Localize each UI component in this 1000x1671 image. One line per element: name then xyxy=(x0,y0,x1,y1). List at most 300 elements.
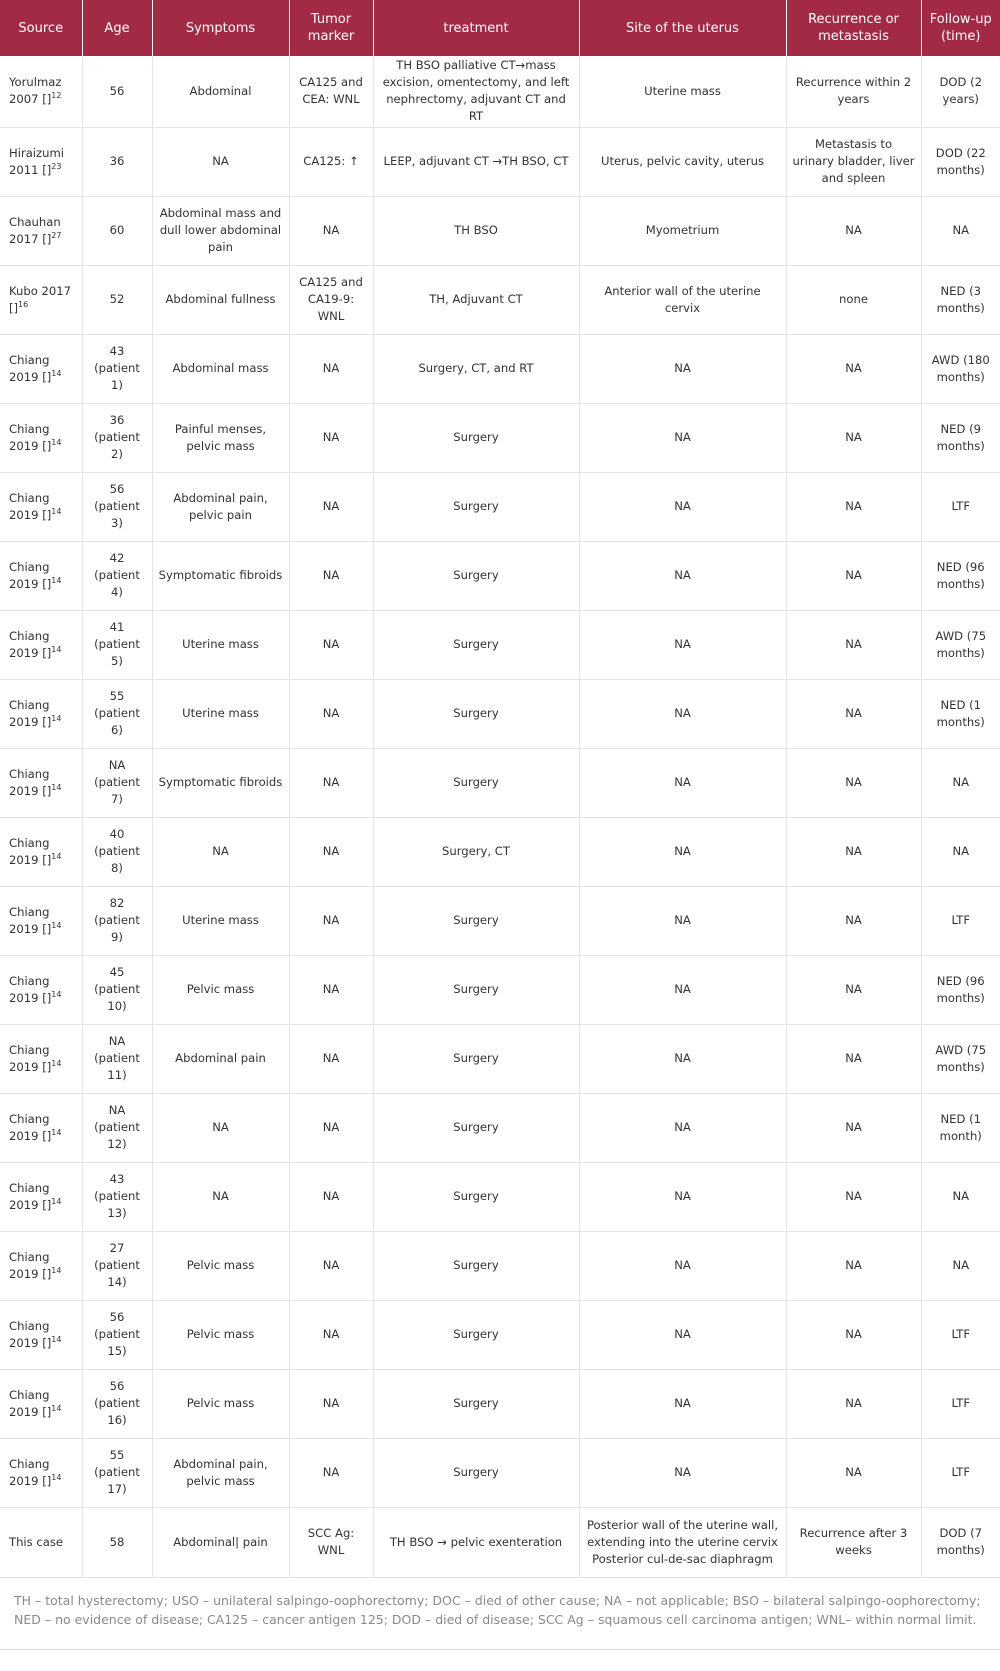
table-row xyxy=(0,679,1000,748)
cell-symptoms-text: Pelvic mass xyxy=(186,982,255,996)
cell-treatment-text: Surgery xyxy=(453,1465,499,1479)
cell-site-text: NA xyxy=(674,706,691,720)
cell-site xyxy=(579,1438,786,1507)
cell-age-text: 36 xyxy=(109,154,125,168)
cell-source-text: Chiang 2019 [] xyxy=(9,559,52,591)
cell-tumor-marker-text: NA xyxy=(322,913,340,927)
reference-number[interactable]: 14 xyxy=(51,644,62,654)
cell-age-text: 43 (patient 1) xyxy=(94,344,140,392)
cell-source xyxy=(0,817,82,886)
cell-tumor-marker-text: NA xyxy=(322,1051,340,1065)
cell-follow-up xyxy=(921,886,1000,955)
cell-source-text: Chiang 2019 [] xyxy=(9,835,52,867)
cell-age xyxy=(82,748,152,817)
cell-symptoms xyxy=(152,1024,289,1093)
table-row xyxy=(0,955,1000,1024)
reference-number[interactable]: 14 xyxy=(51,713,62,723)
cell-site-text: NA xyxy=(674,1189,691,1203)
cell-site-text: NA xyxy=(674,844,691,858)
cell-recurrence-text: NA xyxy=(845,568,862,582)
table-row xyxy=(0,334,1000,403)
cell-follow-up xyxy=(921,196,1000,265)
cell-source-text: Chiang 2019 [] xyxy=(9,697,52,729)
cell-tumor-marker xyxy=(289,610,373,679)
cell-tumor-marker xyxy=(289,1162,373,1231)
cell-follow-up xyxy=(921,1300,1000,1369)
cell-source-text: Yorulmaz 2007 [] xyxy=(9,75,62,107)
cell-follow-up-text: NA xyxy=(952,1189,970,1203)
cell-age xyxy=(82,610,152,679)
cell-tumor-marker-text: NA xyxy=(322,1189,340,1203)
cell-site-text: Posterior wall of the uterine wall, extending into the uterine cervix Posterior cul-de-sac diaphragm xyxy=(586,1517,779,1566)
table-row xyxy=(0,472,1000,541)
table-row xyxy=(0,196,1000,265)
reference-number[interactable]: 14 xyxy=(51,1127,62,1137)
cell-site-text: NA xyxy=(674,1396,691,1410)
cell-recurrence xyxy=(786,1438,921,1507)
cell-treatment xyxy=(373,679,579,748)
cell-follow-up xyxy=(921,748,1000,817)
cell-treatment xyxy=(373,334,579,403)
cell-source xyxy=(0,56,82,127)
cell-source xyxy=(0,265,82,334)
reference-number[interactable]: 14 xyxy=(51,1334,62,1344)
cell-site xyxy=(579,1162,786,1231)
cell-recurrence xyxy=(786,196,921,265)
table-row xyxy=(0,1162,1000,1231)
cell-tumor-marker-text: NA xyxy=(322,637,340,651)
cell-site xyxy=(579,1093,786,1162)
cell-treatment-text: Surgery xyxy=(453,1189,499,1203)
table-row xyxy=(0,1438,1000,1507)
reference-number[interactable]: 16 xyxy=(18,299,29,309)
cell-follow-up-text: NA xyxy=(952,844,970,858)
cell-tumor-marker xyxy=(289,1231,373,1300)
cell-follow-up-text: AWD (180 months) xyxy=(931,352,990,384)
table-footnote: TH – total hysterectomy; USO – unilateral salpingo-oophorectomy; DOC – died of other cause; NA – not applicable; BSO – bilateral salpingo-oophorectomy; NED – no evidence of disease; CA125 – cancer antigen 125; DOD – died of disease; SCC Ag – squamous cell carcinoma antigen; WNL– within normal limit. xyxy=(0,1578,1000,1650)
cell-treatment xyxy=(373,1093,579,1162)
cell-recurrence xyxy=(786,334,921,403)
cell-follow-up xyxy=(921,610,1000,679)
table-row xyxy=(0,541,1000,610)
cell-age-text: NA (patient 7) xyxy=(94,758,140,806)
cell-age xyxy=(82,403,152,472)
cell-symptoms-text: NA xyxy=(212,1120,229,1134)
cell-tumor-marker xyxy=(289,1507,373,1577)
cell-recurrence-text: NA xyxy=(845,775,862,789)
cell-follow-up-text: NED (1 months) xyxy=(936,697,985,729)
reference-number[interactable]: 12 xyxy=(51,91,62,101)
cell-recurrence-text: NA xyxy=(845,706,862,720)
cell-tumor-marker-text: CA125: ↑ xyxy=(303,154,359,168)
cell-recurrence xyxy=(786,1162,921,1231)
cell-source xyxy=(0,748,82,817)
cell-site-text: NA xyxy=(674,982,691,996)
cell-treatment xyxy=(373,1438,579,1507)
cell-age-text: 45 (patient 10) xyxy=(94,965,140,1013)
cell-site-text: NA xyxy=(674,775,691,789)
reference-number[interactable]: 14 xyxy=(51,506,62,516)
cell-tumor-marker xyxy=(289,1093,373,1162)
cell-recurrence-text: NA xyxy=(845,1465,862,1479)
cell-age xyxy=(82,817,152,886)
cell-symptoms xyxy=(152,472,289,541)
cell-tumor-marker xyxy=(289,127,373,196)
table-row xyxy=(0,886,1000,955)
cell-symptoms-text: NA xyxy=(212,154,229,168)
cell-source xyxy=(0,196,82,265)
cell-treatment-text: LEEP, adjuvant CT →TH BSO, CT xyxy=(383,154,569,168)
cell-follow-up xyxy=(921,955,1000,1024)
cell-recurrence-text: NA xyxy=(845,1258,862,1272)
cell-site xyxy=(579,541,786,610)
cell-follow-up-text: NED (96 months) xyxy=(936,973,985,1005)
cell-site-text: Anterior wall of the uterine cervix xyxy=(604,283,761,315)
cell-recurrence xyxy=(786,955,921,1024)
cell-treatment xyxy=(373,1162,579,1231)
cell-site-text: NA xyxy=(674,499,691,513)
reference-number[interactable]: 14 xyxy=(51,1472,62,1482)
cell-follow-up-text: DOD (2 years) xyxy=(939,75,983,107)
table-row xyxy=(0,1300,1000,1369)
cell-symptoms-text: Abdominal xyxy=(189,83,252,98)
cell-tumor-marker xyxy=(289,196,373,265)
cell-tumor-marker xyxy=(289,1300,373,1369)
cell-follow-up-text: NA xyxy=(952,775,970,789)
cell-tumor-marker xyxy=(289,955,373,1024)
cell-follow-up xyxy=(921,1093,1000,1162)
cell-treatment xyxy=(373,403,579,472)
cell-symptoms xyxy=(152,886,289,955)
cell-tumor-marker-text: NA xyxy=(322,1327,340,1341)
cell-recurrence-text: Recurrence after 3 weeks xyxy=(799,1526,908,1557)
cell-recurrence xyxy=(786,679,921,748)
cell-symptoms xyxy=(152,748,289,817)
cell-site xyxy=(579,56,786,127)
cell-recurrence xyxy=(786,541,921,610)
cell-symptoms xyxy=(152,1507,289,1577)
cell-treatment-text: Surgery, CT, and RT xyxy=(418,361,534,375)
cell-treatment-text: Surgery xyxy=(453,913,499,927)
cell-follow-up xyxy=(921,403,1000,472)
cell-symptoms-text: Abdominal pain xyxy=(175,1051,266,1065)
cell-source xyxy=(0,1024,82,1093)
cell-treatment xyxy=(373,265,579,334)
cell-age xyxy=(82,1162,152,1231)
cell-site xyxy=(579,1024,786,1093)
cell-symptoms xyxy=(152,1300,289,1369)
header-symptoms: Symptoms xyxy=(152,0,289,56)
cell-tumor-marker xyxy=(289,748,373,817)
cell-treatment-text: TH BSO palliative CT→mass excision, omentectomy, and left nephrectomy, adjuvant CT and RT xyxy=(382,58,570,124)
cell-treatment xyxy=(373,1300,579,1369)
reference-number[interactable]: 14 xyxy=(51,1058,62,1068)
cell-treatment-text: Surgery xyxy=(453,568,499,582)
cell-source xyxy=(0,1300,82,1369)
cell-source-text: Chiang 2019 [] xyxy=(9,1318,52,1350)
cell-follow-up-text: NED (96 months) xyxy=(936,559,985,591)
cell-follow-up xyxy=(921,472,1000,541)
cell-source xyxy=(0,679,82,748)
table-row xyxy=(0,1093,1000,1162)
table-row xyxy=(0,1024,1000,1093)
table-row xyxy=(0,748,1000,817)
cell-symptoms xyxy=(152,196,289,265)
cell-site xyxy=(579,955,786,1024)
cell-treatment-text: Surgery xyxy=(453,499,499,513)
cell-recurrence xyxy=(786,403,921,472)
cell-treatment-text: Surgery xyxy=(453,982,499,996)
reference-number[interactable]: 14 xyxy=(51,989,62,999)
cell-treatment-text: Surgery xyxy=(453,1258,499,1272)
cell-symptoms-text: Abdominal mass and dull lower abdominal pain xyxy=(159,206,282,254)
cell-symptoms xyxy=(152,610,289,679)
cell-treatment-text: TH BSO → pelvic exenteration xyxy=(389,1534,563,1549)
reference-number[interactable]: 27 xyxy=(51,230,62,240)
cell-source-text: Chiang 2019 [] xyxy=(9,1111,52,1143)
cell-tumor-marker xyxy=(289,472,373,541)
cell-age xyxy=(82,1093,152,1162)
cell-treatment-text: TH BSO xyxy=(454,223,498,237)
cell-age-text: 56 (patient 16) xyxy=(94,1379,140,1427)
cell-symptoms xyxy=(152,334,289,403)
cell-symptoms-text: Pelvic mass xyxy=(186,1396,255,1410)
cell-site-text: NA xyxy=(674,1120,691,1134)
cell-symptoms-text: Pelvic mass xyxy=(186,1327,255,1341)
table-row xyxy=(0,1369,1000,1438)
cell-site xyxy=(579,886,786,955)
header-treatment: treatment xyxy=(373,0,579,56)
cell-recurrence-text: NA xyxy=(845,844,862,858)
cell-age-text: 40 (patient 8) xyxy=(94,827,140,875)
cell-recurrence-text: NA xyxy=(845,1120,862,1134)
cell-site xyxy=(579,1231,786,1300)
reference-number[interactable]: 14 xyxy=(51,1403,62,1413)
cell-source-text: Chiang 2019 [] xyxy=(9,904,52,936)
cell-recurrence-text: NA xyxy=(845,913,862,927)
cell-symptoms xyxy=(152,817,289,886)
cell-source xyxy=(0,1162,82,1231)
cell-recurrence-text: NA xyxy=(845,982,862,996)
cell-tumor-marker xyxy=(289,334,373,403)
cell-treatment xyxy=(373,56,579,127)
cell-source xyxy=(0,955,82,1024)
reference-number[interactable]: 14 xyxy=(51,920,62,930)
cell-recurrence-text: NA xyxy=(845,430,862,444)
cell-tumor-marker xyxy=(289,1438,373,1507)
table-row xyxy=(0,1231,1000,1300)
reference-number[interactable]: 23 xyxy=(51,161,62,171)
cell-age xyxy=(82,196,152,265)
cell-treatment-text: Surgery xyxy=(453,1120,499,1134)
cell-recurrence-text: NA xyxy=(845,499,862,513)
cell-symptoms-text: Pelvic mass xyxy=(186,1258,255,1272)
cell-follow-up xyxy=(921,265,1000,334)
cell-age-text: 36 (patient 2) xyxy=(94,413,140,461)
cell-source-text: Chiang 2019 [] xyxy=(9,766,52,798)
cell-tumor-marker-text: NA xyxy=(322,1258,340,1272)
cell-site xyxy=(579,472,786,541)
cell-tumor-marker xyxy=(289,679,373,748)
cell-tumor-marker-text: NA xyxy=(322,361,340,375)
cell-source-text: Chauhan 2017 [] xyxy=(9,214,61,246)
cell-recurrence-text: NA xyxy=(845,1396,862,1410)
cell-follow-up-text: AWD (75 months) xyxy=(935,628,987,660)
cell-age-text: 56 xyxy=(109,83,125,98)
cell-source-text: Chiang 2019 [] xyxy=(9,1387,52,1419)
cell-symptoms xyxy=(152,1438,289,1507)
cell-site xyxy=(579,334,786,403)
cell-site-text: Uterus, pelvic cavity, uterus xyxy=(600,154,765,168)
cell-recurrence-text: NA xyxy=(845,1051,862,1065)
cell-treatment xyxy=(373,196,579,265)
reference-number[interactable]: 14 xyxy=(51,782,62,792)
cell-age xyxy=(82,1231,152,1300)
cell-symptoms xyxy=(152,56,289,127)
cell-site xyxy=(579,1507,786,1577)
cell-treatment-text: Surgery xyxy=(453,430,499,444)
cell-follow-up-text: LTF xyxy=(951,913,971,927)
cell-symptoms xyxy=(152,1093,289,1162)
cell-recurrence xyxy=(786,127,921,196)
cell-source-text: Kubo 2017 [] xyxy=(9,283,72,315)
cell-site-text: NA xyxy=(674,361,691,375)
cell-treatment-text: Surgery, CT xyxy=(442,844,510,858)
cell-source-text: This case xyxy=(9,1534,64,1549)
cell-site-text: Uterine mass xyxy=(644,83,721,98)
cell-treatment xyxy=(373,472,579,541)
cell-follow-up-text: LTF xyxy=(951,1396,971,1410)
cell-recurrence-text: Recurrence within 2 years xyxy=(795,75,912,107)
cell-age-text: 52 xyxy=(109,292,125,306)
cell-recurrence xyxy=(786,56,921,127)
cell-symptoms-text: NA xyxy=(212,844,229,858)
cell-age xyxy=(82,56,152,127)
table-header-row xyxy=(0,0,1000,56)
cell-source xyxy=(0,1093,82,1162)
cell-treatment-text: Surgery xyxy=(453,1051,499,1065)
cell-age-text: 55 (patient 17) xyxy=(94,1448,140,1496)
cell-treatment-text: TH, Adjuvant CT xyxy=(429,292,523,306)
header-tumor-marker: Tumor marker xyxy=(289,0,373,56)
reference-number[interactable]: 14 xyxy=(51,851,62,861)
cell-follow-up-text: DOD (22 months) xyxy=(935,145,986,177)
cell-site xyxy=(579,1300,786,1369)
cell-recurrence xyxy=(786,748,921,817)
cell-age xyxy=(82,1024,152,1093)
cell-symptoms xyxy=(152,265,289,334)
cell-age-text: 56 (patient 15) xyxy=(94,1310,140,1358)
cell-age xyxy=(82,472,152,541)
cell-symptoms xyxy=(152,1369,289,1438)
cell-age xyxy=(82,679,152,748)
cell-source xyxy=(0,127,82,196)
cell-tumor-marker xyxy=(289,886,373,955)
cell-source xyxy=(0,334,82,403)
cell-age xyxy=(82,886,152,955)
cell-recurrence-text: Metastasis to urinary bladder, liver and spleen xyxy=(792,137,915,185)
cell-symptoms-text: Uterine mass xyxy=(182,913,259,927)
cell-site xyxy=(579,196,786,265)
cell-source-text: Chiang 2019 [] xyxy=(9,1249,52,1281)
cell-age-text: 41 (patient 5) xyxy=(94,620,140,668)
cell-symptoms xyxy=(152,955,289,1024)
cell-recurrence xyxy=(786,1369,921,1438)
cell-follow-up xyxy=(921,127,1000,196)
cell-symptoms-text: Symptomatic fibroids xyxy=(158,775,283,789)
cell-follow-up xyxy=(921,1438,1000,1507)
cell-follow-up xyxy=(921,56,1000,127)
cell-treatment xyxy=(373,817,579,886)
cell-symptoms xyxy=(152,403,289,472)
cell-tumor-marker-text: NA xyxy=(322,1120,340,1134)
cell-symptoms xyxy=(152,541,289,610)
cell-age xyxy=(82,1369,152,1438)
cell-treatment-text: Surgery xyxy=(453,637,499,651)
cell-site xyxy=(579,679,786,748)
cell-recurrence xyxy=(786,472,921,541)
cell-source xyxy=(0,886,82,955)
cell-recurrence-text: NA xyxy=(845,637,862,651)
reference-number[interactable]: 14 xyxy=(51,1196,62,1206)
cell-source xyxy=(0,1507,82,1577)
cell-symptoms-text: Abdominal pain, pelvic pain xyxy=(173,490,268,522)
cell-tumor-marker xyxy=(289,1024,373,1093)
cell-tumor-marker-text: NA xyxy=(322,430,340,444)
cell-symptoms xyxy=(152,1231,289,1300)
cell-treatment xyxy=(373,541,579,610)
header-site: Site of the uterus xyxy=(579,0,786,56)
reference-number[interactable]: 14 xyxy=(51,437,62,447)
cell-symptoms xyxy=(152,1162,289,1231)
cell-follow-up-text: NA xyxy=(952,1258,970,1272)
cell-age-text: 82 (patient 9) xyxy=(94,896,140,944)
reference-number[interactable]: 14 xyxy=(51,368,62,378)
header-source: Source xyxy=(0,0,82,56)
cell-follow-up-text: LTF xyxy=(951,1465,971,1479)
cell-source-text: Chiang 2019 [] xyxy=(9,1042,52,1074)
cell-site-text: NA xyxy=(674,1258,691,1272)
cell-treatment xyxy=(373,955,579,1024)
reference-number[interactable]: 14 xyxy=(51,1265,62,1275)
cell-age-text: NA (patient 12) xyxy=(94,1103,140,1151)
cell-follow-up-text: AWD (75 months) xyxy=(935,1042,987,1074)
cell-age-text: 27 (patient 14) xyxy=(94,1241,140,1289)
cell-age-text: 60 xyxy=(109,223,125,237)
cell-recurrence xyxy=(786,1093,921,1162)
cell-tumor-marker xyxy=(289,1369,373,1438)
cell-tumor-marker xyxy=(289,265,373,334)
cell-symptoms-text: Uterine mass xyxy=(182,637,259,651)
cell-follow-up-text: DOD (7 months) xyxy=(936,1526,985,1557)
cell-site xyxy=(579,748,786,817)
cell-source xyxy=(0,403,82,472)
cell-tumor-marker-text: NA xyxy=(322,1465,340,1479)
cell-follow-up xyxy=(921,1369,1000,1438)
header-follow-up: Follow-up (time) xyxy=(921,0,1000,56)
reference-number[interactable]: 14 xyxy=(51,575,62,585)
cell-treatment xyxy=(373,748,579,817)
cell-symptoms xyxy=(152,127,289,196)
table-row xyxy=(0,403,1000,472)
cell-source xyxy=(0,610,82,679)
cell-symptoms-text: Uterine mass xyxy=(182,706,259,720)
cell-recurrence xyxy=(786,1231,921,1300)
cell-source-text: Chiang 2019 [] xyxy=(9,490,52,522)
cell-symptoms-text: Abdominal mass xyxy=(172,361,269,375)
cell-age xyxy=(82,265,152,334)
cell-tumor-marker-text: NA xyxy=(322,223,340,237)
